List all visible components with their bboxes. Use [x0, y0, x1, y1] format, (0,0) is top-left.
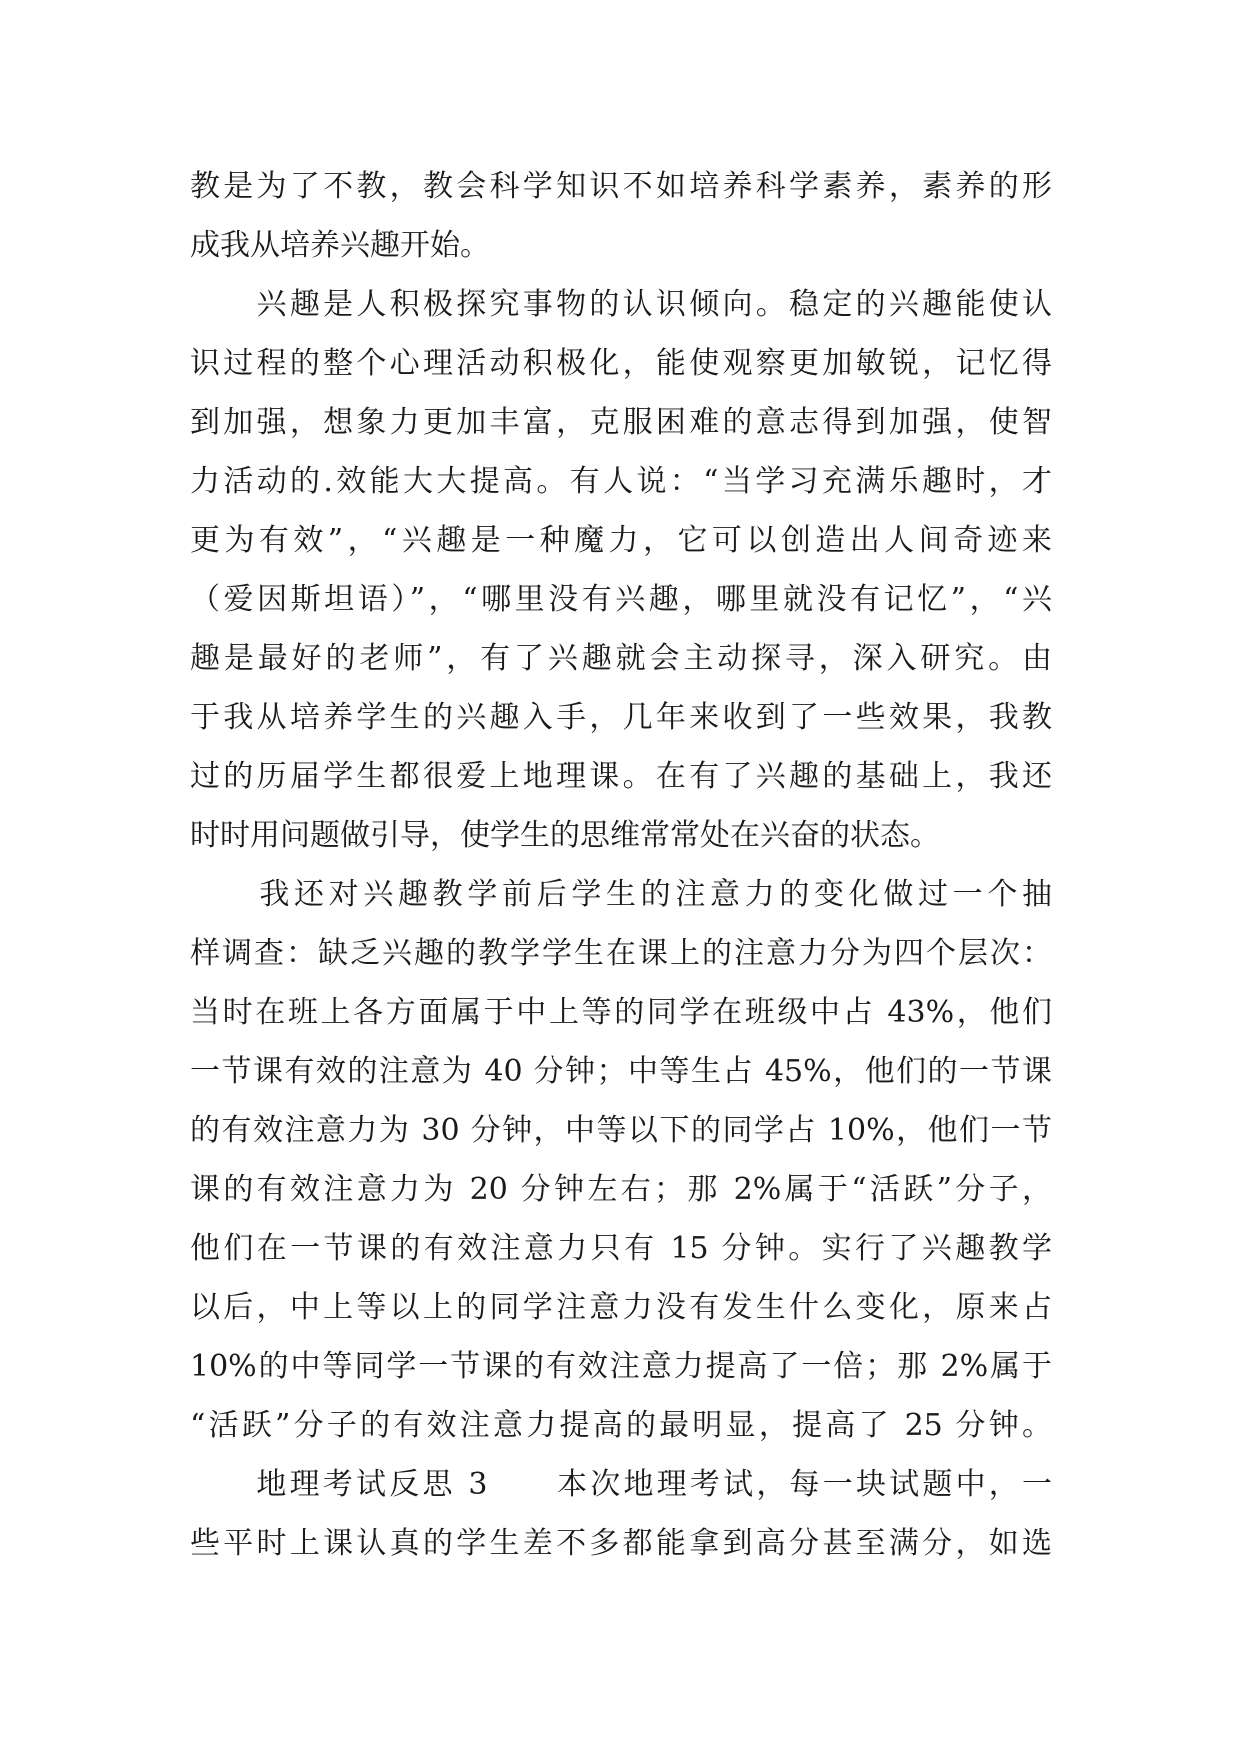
text-line: 过的历届学生都很爱上地理课。在有了兴趣的基础上，我还	[190, 759, 1052, 794]
text-line: 地理考试反思 3 本次地理考试，每一块试题中，一	[190, 1467, 1052, 1502]
text-line: 些平时上课认真的学生差不多都能拿到高分甚至满分，如选	[190, 1526, 1052, 1561]
text-line: 兴趣是人积极探究事物的认识倾向。稳定的兴趣能使认	[190, 287, 1052, 322]
text-line: 以后，中上等以上的同学注意力没有发生什么变化，原来占	[190, 1290, 1052, 1325]
text-line: 的有效注意力为 30 分钟，中等以下的同学占 10%，他们一节	[190, 1113, 1052, 1148]
text-line: 力活动的.效能大大提高。有人说：“当学习充满乐趣时，才	[190, 464, 1052, 499]
text-line: 他们在一节课的有效注意力只有 15 分钟。实行了兴趣教学	[190, 1231, 1052, 1266]
text-line: （爱因斯坦语）”，“哪里没有兴趣，哪里就没有记忆”，“兴	[190, 582, 1052, 617]
text-line: 当时在班上各方面属于中上等的同学在班级中占 43%，他们	[190, 995, 1052, 1030]
text-line: 成我从培养兴趣开始。	[190, 228, 490, 263]
text-line: 课的有效注意力为 20 分钟左右；那 2%属于“活跃”分子，	[190, 1172, 1052, 1207]
text-line: 教是为了不教，教会科学知识不如培养科学素养，素养的形	[190, 169, 1052, 204]
document-body	[190, 157, 1052, 1573]
text-line: “活跃”分子的有效注意力提高的最明显，提高了 25 分钟。	[190, 1408, 1052, 1443]
text-line: 我还对兴趣教学前后学生的注意力的变化做过一个抽	[190, 877, 1052, 912]
text-line: 时时用问题做引导，使学生的思维常常处在兴奋的状态。	[190, 818, 940, 853]
text-line: 识过程的整个心理活动积极化，能使观察更加敏锐，记忆得	[190, 346, 1052, 381]
text-line: 10%的中等同学一节课的有效注意力提高了一倍；那 2%属于	[190, 1349, 1052, 1384]
text-line: 样调查：缺乏兴趣的教学学生在课上的注意力分为四个层次：	[190, 936, 1052, 971]
text-line: 到加强，想象力更加丰富，克服困难的意志得到加强，使智	[190, 405, 1052, 440]
text-line: 更为有效”，“兴趣是一种魔力，它可以创造出人间奇迹来	[190, 523, 1052, 558]
text-line: 于我从培养学生的兴趣入手，几年来收到了一些效果，我教	[190, 700, 1052, 735]
text-line: 趣是最好的老师”，有了兴趣就会主动探寻，深入研究。由	[190, 641, 1052, 676]
text-line: 一节课有效的注意为 40 分钟；中等生占 45%，他们的一节课	[190, 1054, 1052, 1089]
